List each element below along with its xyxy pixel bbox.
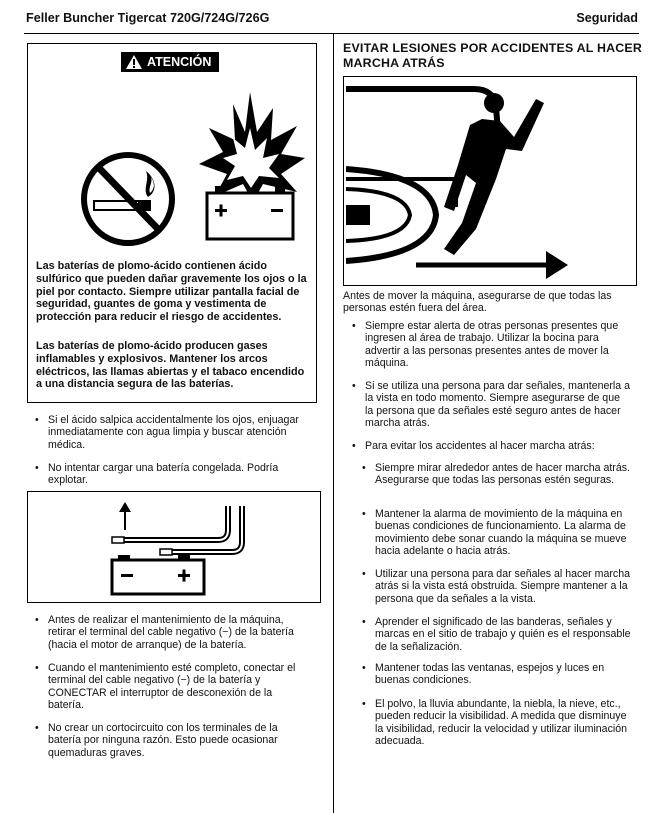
sub-list-item: • Utilizar una persona para dar señales al hacer marcha atrás si la vista está obstruida. Siempre mantener a la persona que da señales a la vista. [362,568,630,605]
sub-list-item: • Aprender el significado de las banderas, señales y marcas en el sitio de trabajo y quién es el responsable de la señalización. [362,616,631,653]
list-item: • Cuando el mantenimiento esté completo, conectar el terminal del cable negativo (−) de la batería y CONECTAR el interruptor de desconexión de la batería. [35,662,296,712]
header-divider [24,33,639,34]
battery-explosion-icon [193,92,308,242]
battery-warning-box [27,43,317,403]
intro-paragraph: Antes de mover la máquina, asegurarse de que todas las personas estén fuera del área. [343,290,612,315]
section-name: Seguridad [576,11,638,25]
battery-cable-disconnect-icon [108,500,248,596]
list-item: • Siempre estar alerta de otras personas presentes que ingresen al área de trabajo. Utilizar la bocina para advertir a las personas presentes antes de mover la máquina. [352,320,619,370]
sub-list-item: • Siempre mirar alrededor antes de hacer marcha atrás. Asegurarse que todas las personas estén seguras. [362,462,630,487]
list-item: • Para evitar los accidentes al hacer marcha atrás: [352,440,595,452]
sub-list-item: • Mantener todas las ventanas, espejos y luces en buenas condiciones. [362,662,605,687]
backing-hazard-figure [343,76,637,286]
attention-badge [121,52,219,72]
list-item: • Antes de realizar el mantenimiento de la máquina, retirar el terminal del cable negativo (−) de la batería (hacia el motor de arranque) de la batería. [35,614,294,651]
list-item: • No crear un cortocircuito con los terminales de la batería por ninguna razón. Esto puede ocasionar quemaduras graves. [35,722,278,759]
battery-disconnect-figure [27,491,321,603]
list-item: • Si el ácido salpica accidentalmente los ojos, enjuagar inmediatamente con agua limpia y buscar atención médica. [35,414,299,451]
document-title: Feller Buncher Tigercat 720G/724G/726G [26,11,270,25]
section-title: EVITAR LESIONES POR ACCIDENTES AL HACER MARCHA ATRÁS [343,41,643,70]
warning-triangle-icon [125,54,143,70]
backing-machine-person-icon [346,79,634,283]
gas-warning-text: Las baterías de plomo-ácido producen gases inflamables y explosivos. Mantener los arcos eléctricos, las llamas abiertas y el tabaco encendido a una distancia segura de las baterías. [36,340,305,391]
sub-list-item: • El polvo, la lluvia abundante, la niebla, la nieve, etc., pueden reducir la visibilidad. A medida que disminuye la visibilidad, reducir la velocidad y utilizar iluminación adecuada. [362,698,628,748]
acid-warning-text: Las baterías de plomo-ácido contienen ácido sulfúrico que pueden dañar gravemente los ojos o la piel por contacto. Siempre utilizar pantalla facial de seguridad, guantes de goma y vestimenta de protección para reducir el riesgo de accidentes. [36,260,307,324]
attention-label: ATENCIÓN [147,55,212,69]
list-item: • Si se utiliza una persona para dar señales, mantenerla a la vista en todo momento. Siempre asegurarse de que la persona que da señales esté seguro antes de hacer marcha atrás. [352,380,631,430]
sub-list-item: • Mantener la alarma de movimiento de la máquina en buenas condiciones de funcionamiento. La alarma de movimiento debe sonar cuando la máquina se mueve hacia adelante o hacia atrás. [362,508,627,558]
column-divider [333,33,334,813]
list-item: • No intentar cargar una batería congelada. Podría explotar. [35,462,279,487]
no-open-flame-icon [78,149,178,249]
